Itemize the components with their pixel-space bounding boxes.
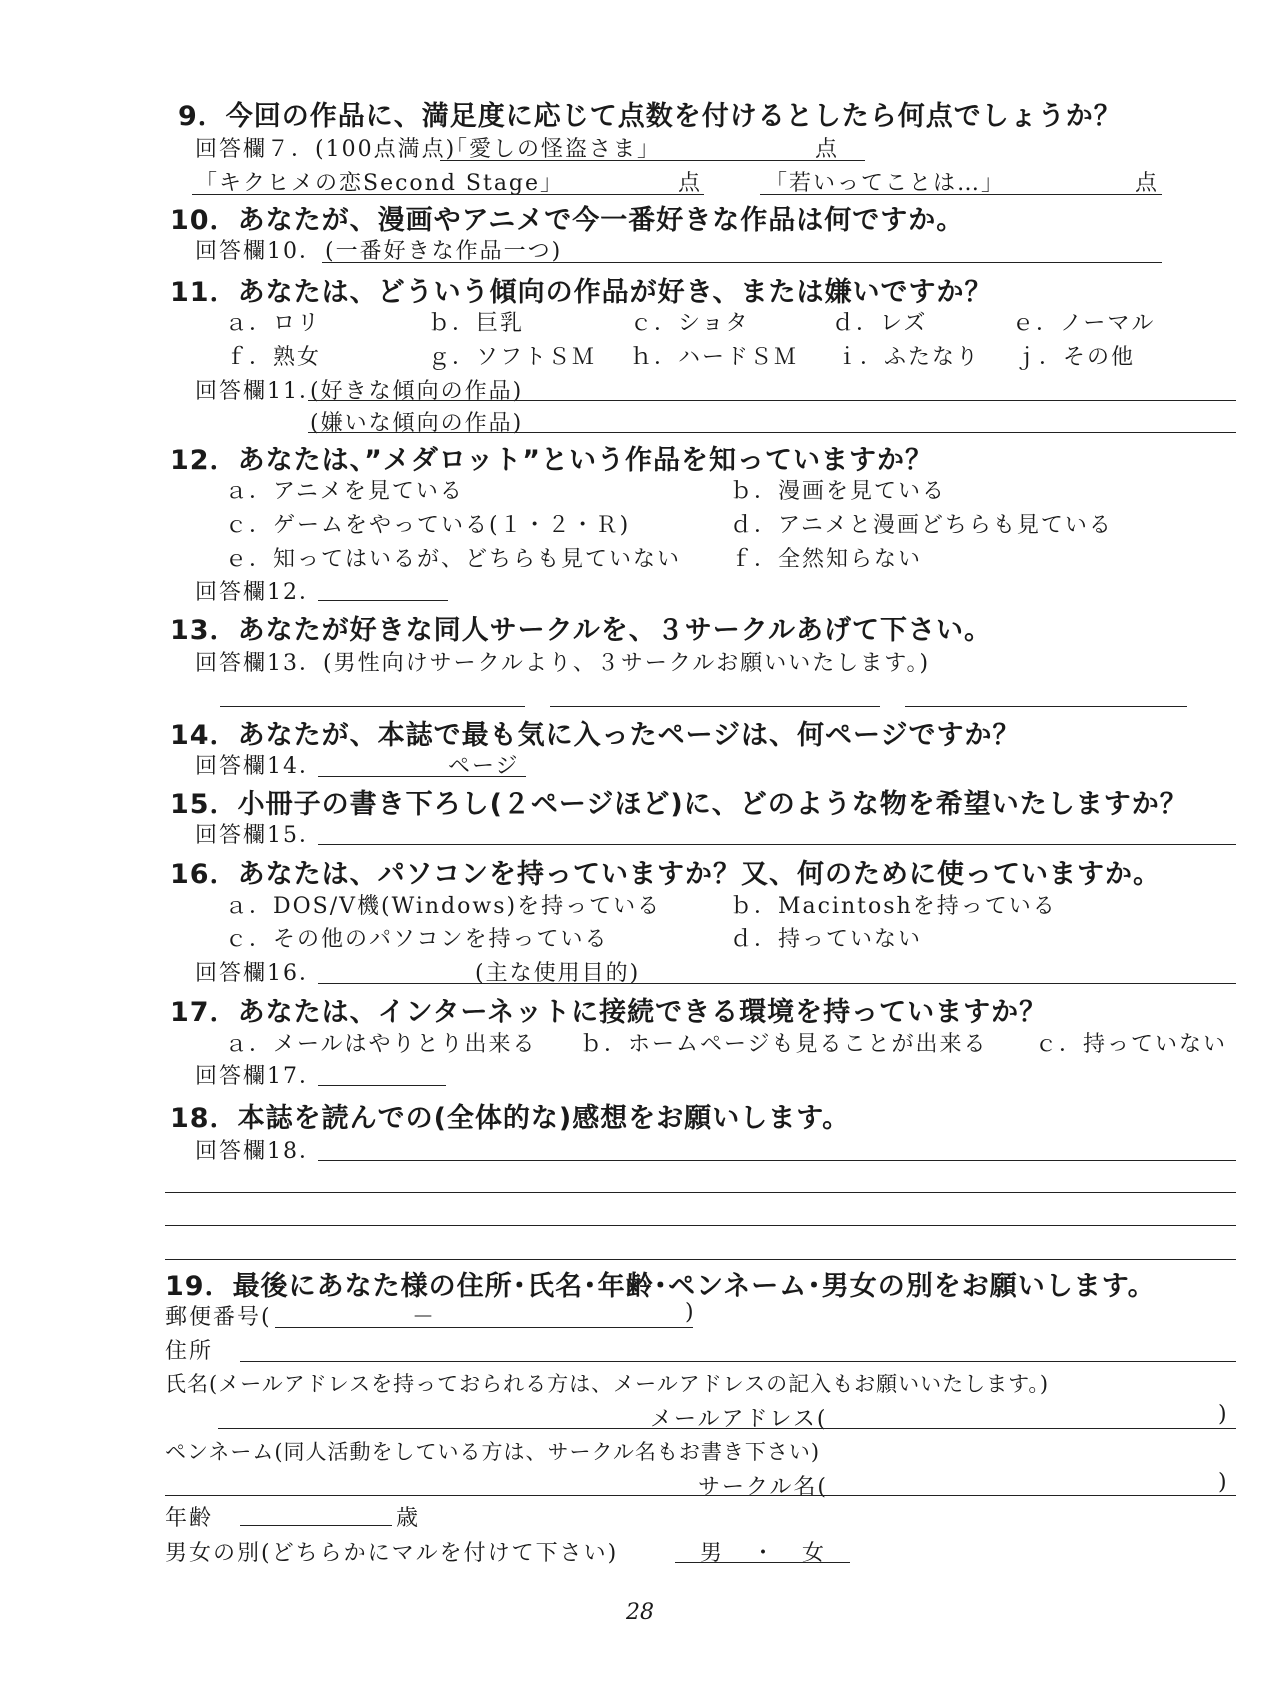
q10-answer-line[interactable] — [322, 262, 1162, 263]
name-email-field[interactable] — [218, 1428, 1236, 1429]
q16-option-a[interactable]: ａ．DOS/V機(Windows)を持っている — [225, 894, 662, 919]
postal-label: 郵便番号( — [165, 1305, 272, 1330]
q11-option-f[interactable]: ｆ．熟女 — [225, 345, 322, 370]
q11-option-d[interactable]: ｄ．レズ — [832, 311, 928, 336]
q12-option-e[interactable]: ｅ．知ってはいるが、どちらも見ていない — [225, 547, 682, 572]
q11-option-i[interactable]: ｉ．ふたなり — [836, 345, 981, 370]
question-9: 9．今回の作品に、満足度に応じて点数を付けるとしたら何点でしょうか？ — [178, 101, 1122, 132]
q16-hint: (主な使用目的) — [475, 961, 641, 986]
q17-option-c[interactable]: ｃ．持っていない — [1035, 1032, 1228, 1057]
q9-work-2: 「キクヒメの恋Second Stage」 — [195, 171, 565, 196]
q18-answer-line-3[interactable] — [165, 1225, 1236, 1226]
q11-option-j[interactable]: ｊ．その他 — [1015, 345, 1136, 370]
q17-answer-line[interactable] — [318, 1085, 446, 1086]
gender-field[interactable] — [675, 1562, 850, 1563]
q12-answer-line[interactable] — [318, 600, 448, 601]
postal-dash: － — [412, 1305, 437, 1330]
q13-circle-3-line[interactable] — [905, 706, 1187, 707]
q11-option-g[interactable]: ｇ．ソフトＳＭ — [428, 345, 597, 370]
circle-label: サークル名( — [698, 1475, 828, 1500]
gender-separator: ・ — [752, 1541, 777, 1566]
q14-answer-line[interactable] — [318, 776, 526, 777]
q9-work-3-answer-line[interactable] — [760, 194, 1162, 195]
q13-circle-2-line[interactable] — [550, 706, 880, 707]
question-13: 13．あなたが好きな同人サークルを、３サークルあげて下さい。 — [170, 615, 992, 646]
address-field[interactable] — [240, 1361, 1236, 1362]
q17-option-b[interactable]: ｂ．ホームページも見ることが出来る — [580, 1032, 988, 1057]
q18-answer-line-2[interactable] — [165, 1192, 1236, 1193]
question-11: 11．あなたは、どういう傾向の作品が好き、または嫌いですか？ — [170, 277, 993, 308]
q12-option-b[interactable]: ｂ．漫画を見ている — [730, 479, 947, 504]
question-19: 19．最後にあなた様の住所･氏名･年齢･ペンネーム･男女の別をお願いします。 — [165, 1271, 1156, 1302]
q11-dislike-hint: (嫌いな傾向の作品) — [310, 411, 524, 436]
q11-option-c[interactable]: ｃ．ショタ — [630, 311, 750, 336]
address-label: 住所 — [165, 1339, 214, 1364]
q9-answer-label: 回答欄７．(100点満点) — [195, 137, 457, 162]
q13-answer-label: 回答欄13．(男性向けサークルより、３サークルお願いいたします。) — [195, 651, 931, 676]
question-12: 12．あなたは、”メダロット”という作品を知っていますか？ — [170, 445, 934, 476]
penname-circle-field[interactable] — [165, 1495, 1236, 1496]
age-unit: 歳 — [396, 1506, 421, 1531]
q11-answer-label: 回答欄11． — [195, 379, 323, 404]
q11-option-b[interactable]: ｂ．巨乳 — [428, 311, 525, 336]
penname-label: ペンネーム(同人活動をしている方は、サークル名もお書き下さい) — [165, 1440, 821, 1464]
question-16: 16．あなたは、パソコンを持っていますか？又、何のために使っていますか。 — [170, 859, 1162, 890]
q9-work-3: 「若いってことは…」 — [765, 171, 1006, 196]
page-number: 28 — [626, 1600, 654, 1625]
q16-option-d[interactable]: ｄ．持っていない — [730, 927, 923, 952]
q10-answer-label: 回答欄10． — [195, 239, 323, 264]
q13-circle-1-line[interactable] — [220, 706, 525, 707]
circle-close: ) — [1218, 1470, 1229, 1495]
q11-like-answer-line[interactable] — [308, 400, 1236, 401]
q17-option-a[interactable]: ａ．メールはやりとり出来る — [225, 1032, 537, 1057]
question-14: 14．あなたが、本誌で最も気に入ったページは、何ページですか？ — [170, 720, 1021, 751]
question-17: 17．あなたは、インターネットに接続できる環境を持っていますか？ — [170, 997, 1048, 1028]
q11-like-hint: (好きな傾向の作品) — [310, 379, 524, 404]
q14-answer-label: 回答欄14． — [195, 754, 323, 779]
q12-option-d[interactable]: ｄ．アニメと漫画どちらも見ている — [730, 513, 1113, 538]
q16-answer-line[interactable] — [318, 983, 1236, 984]
q18-answer-line-4[interactable] — [165, 1259, 1236, 1260]
age-field[interactable] — [240, 1525, 392, 1526]
gender-male[interactable]: 男 — [700, 1541, 725, 1566]
q9-work-1-answer-line[interactable] — [440, 160, 865, 161]
gender-female[interactable]: 女 — [802, 1541, 827, 1566]
q12-option-f[interactable]: ｆ．全然知らない — [730, 547, 923, 572]
question-15: 15．小冊子の書き下ろし(２ページほど)に、どのような物を希望いたしますか？ — [170, 789, 1188, 820]
q16-option-b[interactable]: ｂ．Macintoshを持っている — [730, 894, 1057, 919]
question-10: 10．あなたが、漫画やアニメで今一番好きな作品は何ですか。 — [170, 205, 965, 236]
name-label: 氏名(メールアドレスを持っておられる方は、メールアドレスの記入もお願いいたします。) — [165, 1372, 1050, 1396]
q14-unit: ページ — [448, 754, 520, 779]
q11-option-e[interactable]: ｅ．ノーマル — [1012, 311, 1156, 336]
q12-option-c[interactable]: ｃ．ゲームをやっている(１・２・Ｒ) — [225, 513, 631, 538]
age-label: 年齢 — [165, 1506, 214, 1531]
q15-answer-label: 回答欄15． — [195, 823, 323, 848]
q10-hint: (一番好きな作品一つ) — [325, 239, 563, 264]
q9-work-1-unit: 点 — [815, 137, 840, 162]
email-close: ) — [1218, 1402, 1229, 1427]
q9-work-1: 「愛しの怪盗さま」 — [445, 137, 662, 162]
q18-answer-label: 回答欄18． — [195, 1139, 323, 1164]
q9-work-2-answer-line[interactable] — [192, 194, 704, 195]
q11-option-h[interactable]: ｈ．ハードＳＭ — [630, 345, 799, 370]
question-18: 18．本誌を読んでの(全体的な)感想をお願いします。 — [170, 1103, 851, 1134]
q15-answer-line[interactable] — [318, 844, 1236, 845]
q17-answer-label: 回答欄17． — [195, 1064, 323, 1089]
q12-answer-label: 回答欄12． — [195, 580, 323, 605]
q9-work-3-unit: 点 — [1135, 171, 1160, 196]
q12-option-a[interactable]: ａ．アニメを見ている — [225, 479, 464, 504]
q16-answer-label: 回答欄16． — [195, 961, 323, 986]
q16-option-c[interactable]: ｃ．その他のパソコンを持っている — [225, 927, 609, 952]
q18-answer-line-1[interactable] — [318, 1160, 1236, 1161]
email-label: メールアドレス( — [650, 1407, 828, 1432]
gender-label: 男女の別(どちらかにマルを付けて下さい) — [165, 1541, 619, 1566]
postal-close: ) — [685, 1300, 696, 1325]
q11-dislike-answer-line[interactable] — [308, 432, 1236, 433]
q11-option-a[interactable]: ａ．ロリ — [225, 311, 322, 336]
q9-work-2-unit: 点 — [678, 171, 703, 196]
postal-code-field[interactable] — [275, 1327, 693, 1328]
